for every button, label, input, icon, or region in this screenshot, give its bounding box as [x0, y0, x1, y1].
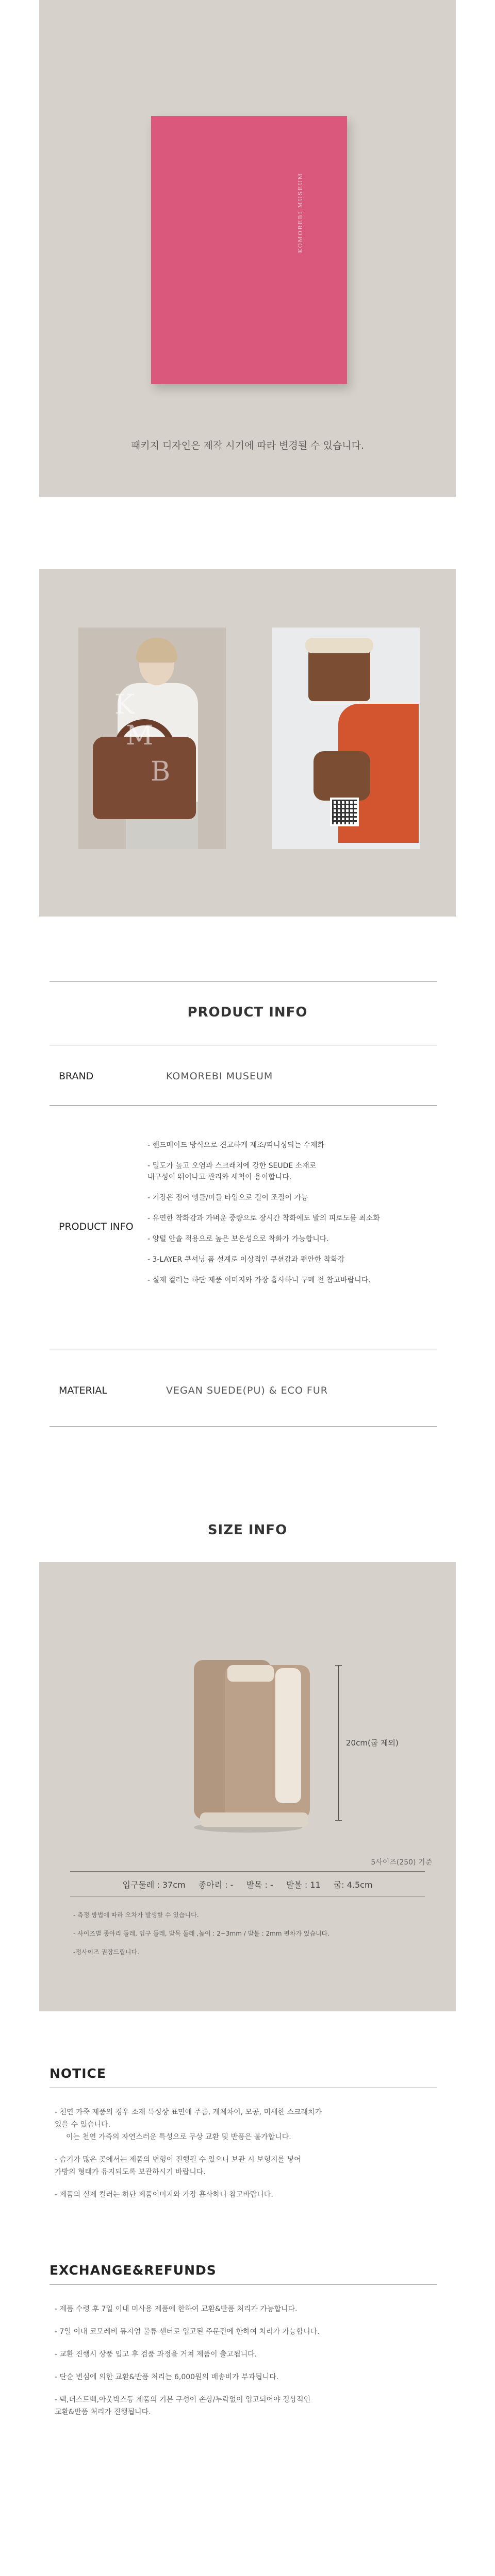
notice-item-subtext: 이는 천연 가죽의 자연스러운 특성으로 무상 교환 및 반품은 불가합니다.: [66, 2133, 291, 2141]
spec-heel: 굽: 4.5cm: [333, 1880, 373, 1890]
notice-item: - 제품의 실제 컬러는 하단 제품이미지와 가장 흡사하니 참고바랍니다.: [55, 2191, 273, 2199]
exchange-item: - 택,더스트백,아웃박스등 제품의 기본 구성이 손상/누락없이 입고되어야 정상적인 교환&반품 처리가 진행됩니다.: [55, 2396, 311, 2416]
divider: [50, 981, 437, 982]
product-feature-list: [147, 1140, 447, 1295]
size-info-title: SIZE INFO: [207, 1522, 288, 1538]
lookbook-section: [39, 569, 456, 917]
monogram-letter-k: K: [114, 689, 135, 720]
monogram-letter-b: B: [151, 756, 171, 787]
product-info-label: PRODUCT INFO: [59, 1221, 134, 1232]
product-feature-item: - 밀도가 높고 오염과 스크래치에 강한 SEUDE 소재로 내구성이 뛰어나고 관리와 세척이 용이합니다.: [147, 1162, 317, 1181]
exchange-list: [55, 2303, 436, 2429]
boot-fur-lining: [227, 1665, 274, 1682]
monogram-letter-m: M: [126, 720, 154, 751]
height-measure-line: [338, 1665, 339, 1821]
size-specs: [70, 1878, 425, 1890]
exchange-item: - 7일 이내 코모레비 뮤지엄 물류 센터로 입고된 주문건에 한하여 처리가 가능합니다.: [55, 2328, 320, 2336]
package-box-image: [151, 116, 347, 384]
notice-item: - 습기가 많은 곳에서는 제품의 변형이 진행될 수 있으니 보관 시 보형지를 넣어 가방의 형태가 유지되도록 보관하시기 바랍니다.: [55, 2156, 301, 2176]
notice-item-text: - 천연 가죽 제품의 경우 소재 특성상 표면에 주름, 개체차이, 모공, 미세한 스크래치가 있을 수 있습니다.: [55, 2108, 322, 2129]
material-value: VEGAN SUEDE(PU) & ECO FUR: [166, 1385, 328, 1396]
qr-code: [330, 798, 359, 826]
divider: [50, 1105, 437, 1106]
spec-opening: 입구둘레 : 37cm: [122, 1880, 186, 1890]
height-label: 20cm(굽 제외): [346, 1738, 399, 1748]
exchange-heading: EXCHANGE&REFUNDS: [50, 2263, 217, 2278]
spec-ankle: 발목 : -: [246, 1880, 273, 1890]
packaging-section: [39, 0, 456, 497]
lookbook-card-boots: [272, 628, 420, 849]
size-info-panel: [39, 1562, 456, 2011]
divider: [50, 2284, 437, 2285]
product-feature-item: - 핸드메이드 방식으로 견고하게 제조/피니싱되는 수제화: [147, 1141, 325, 1149]
boot-fur-cuff: [275, 1668, 301, 1803]
divider: [50, 1426, 437, 1427]
lookbook-card-model: [78, 628, 226, 849]
brand-value: KOMOREBI MUSEUM: [166, 1071, 273, 1082]
spec-calf: 종아리 : -: [198, 1880, 234, 1890]
product-feature-item: - 3-LAYER 쿠셔닝 폼 설계로 이상적인 쿠션감과 편안한 착화감: [147, 1256, 345, 1264]
divider: [70, 1871, 425, 1872]
boot-fur-image: [305, 638, 373, 653]
boot-sole: [200, 1812, 308, 1827]
product-feature-item: - 유연한 착화감과 가벼운 중량으로 장시간 착화에도 발의 피로도를 최소화: [147, 1214, 380, 1223]
boot-lower-image: [314, 751, 370, 801]
material-label: MATERIAL: [59, 1385, 107, 1396]
product-info-title: PRODUCT INFO: [187, 1005, 308, 1020]
brand-label: BRAND: [59, 1071, 94, 1082]
product-feature-item: - 기장은 접어 앵클/미들 타입으로 길이 조절이 가능: [147, 1194, 308, 1202]
size-note: - 측정 방법에 따라 오차가 발생할 수 있습니다.: [73, 1911, 199, 1919]
product-feature-item: - 양털 안솔 적용으로 높은 보온성으로 착화가 가능합니다.: [147, 1235, 329, 1243]
packaging-caption: 패키지 디자인은 제작 시기에 따라 변경될 수 있습니다.: [130, 440, 365, 451]
spec-width: 발볼 : 11: [286, 1880, 321, 1890]
size-note: - 사이즈별 종아리 둘레, 입구 둘레, 발목 둘레 ,높이 : 2~3mm / 발볼 : 2mm 편차가 있습니다.: [73, 1930, 330, 1937]
exchange-item: - 제품 수령 후 7일 이내 미사용 제품에 한하여 교환&반품 처리가 가능합니다.: [55, 2305, 298, 2313]
notice-item: [55, 2106, 436, 2143]
size-notes: [73, 1910, 329, 1966]
exchange-item: - 단순 변심에 의한 교환&반품 처리는 6,000원의 배송비가 부과됩니다.: [55, 2373, 279, 2381]
size-note: -정사이즈 권장드립니다.: [73, 1948, 139, 1956]
notice-heading: NOTICE: [50, 2066, 106, 2081]
size-basis: 5사이즈(250) 기준: [371, 1858, 432, 1867]
product-feature-item: - 실제 컬러는 하단 제품 이미지와 가장 흡사하니 구매 전 참고바랍니다.: [147, 1276, 371, 1284]
measure-tick: [335, 1820, 342, 1821]
notice-list: [55, 2106, 436, 2211]
exchange-item: - 교환 진행시 상품 입고 후 검품 과정을 거쳐 제품이 출고됩니다.: [55, 2350, 257, 2359]
model-hair: [136, 638, 177, 663]
package-box-brand-text: KOMOREBI MUSEUM: [297, 173, 304, 253]
